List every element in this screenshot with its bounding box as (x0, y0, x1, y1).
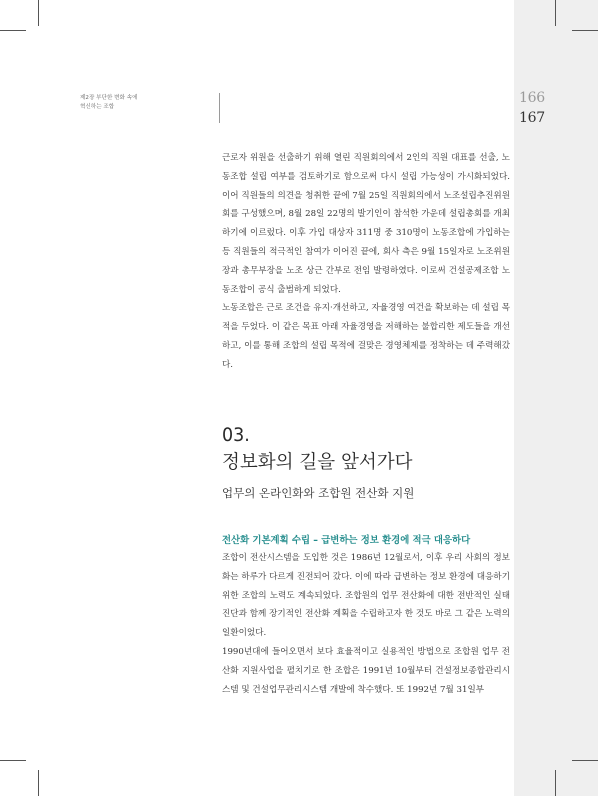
subsection-heading: 전산화 기본계획 수립 – 급변하는 정보 환경에 적극 대응하다 (222, 535, 471, 546)
crop-mark (38, 0, 39, 26)
crop-mark (38, 770, 39, 796)
crop-mark (555, 770, 556, 796)
page-number-right: 167 (519, 110, 545, 126)
crop-mark (555, 0, 556, 26)
subsection-paragraph-1: 조합이 전산시스템을 도입한 것은 1986년 12월로서, 이후 우리 사회의 정보화는 하루가 다르게 진전되어 갔다. 이에 따라 급변하는 정보 환경에 대응하기 위한 조합의 노력도 계속되었다. 조합원의 업무 전산화에 대한 전반적인 실태 진단과 함께 장기적인 전산화 계획을 수립하고자 한 것도 바로 그 같은 노력의 일환이었다. (222, 553, 510, 639)
running-head-line2: 혁신하는 조합 (80, 104, 115, 110)
section-title: 정보화의 길을 앞서가다 (222, 452, 413, 473)
intro-text (222, 149, 510, 375)
page-number-left: 166 (519, 90, 545, 106)
crop-mark (572, 760, 598, 761)
section-subtitle: 업무의 온라인화와 조합원 전산화 지원 (222, 486, 415, 500)
intro-paragraph-1: 근로자 위원을 선출하기 위해 열린 직원회의에서 2인의 직원 대표를 선출, 노동조합 설립 여부를 검토하기로 함으로써 다시 설립 가능성이 가시화되었다. 이어 직원들의 의견을 청취한 끝에 7월 25일 직원회의에서 노조설립추진위원회를 구성했으며, 8월 28일 22명의 발기인이 참석한 가운데 설립총회를 개최하기에 이르렀다. 이후 가입 대상자 311명 중 310명이 노동조합에 가입하는 등 직원들의 적극적인 참여가 이어진 끝에, 회사 측은 9월 15일자로 노조위원장과 총무부장을 노조 상근 간부로 전임 발령하였다. 이로써 건설공제조합 노동조합이 공식 출범하게 되었다. (222, 153, 510, 295)
crop-mark (0, 30, 26, 31)
crop-mark (572, 30, 598, 31)
subsection-paragraph-2: 1990년대에 들어오면서 보다 효율적이고 실용적인 방법으로 조합원 업무 전산화 지원사업을 펼치기로 한 조합은 1991년 10월부터 건설정보종합관리시스템 및 건설업무관리시스템 개발에 착수했다. 또 1992년 7월 31일부 (222, 646, 510, 695)
subsection-text (222, 549, 510, 699)
running-head-line1: 제2장 부단한 변화 속에 (80, 95, 138, 101)
running-head-rule (219, 93, 220, 123)
section-number: 03. (222, 424, 250, 446)
crop-mark (0, 760, 26, 761)
running-head (80, 94, 220, 112)
intro-paragraph-2: 노동조합은 근로 조건을 유지·개선하고, 자율경영 여건을 확보하는 데 설립 목적을 두었다. 이 같은 목표 아래 자율경영을 저해하는 불합리한 제도들을 개선하고, 이를 통해 조합의 설립 목적에 걸맞은 경영체제를 정착하는 데 주력해갔다. (222, 303, 510, 370)
